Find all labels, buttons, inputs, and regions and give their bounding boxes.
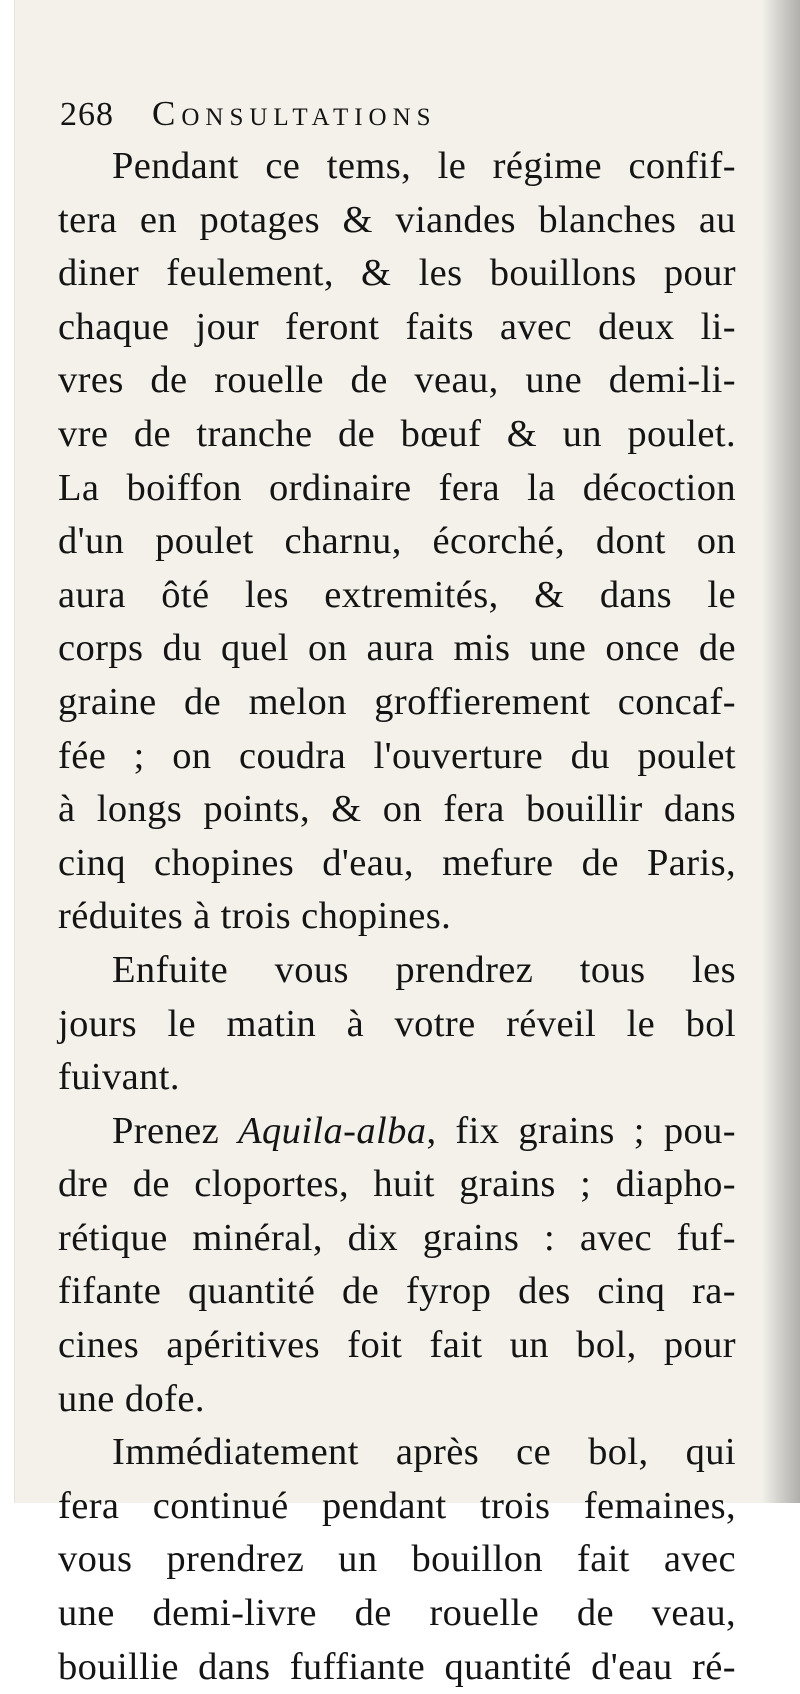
book-page [58,94,736,1694]
text-line: diner feulement, & les bouillons pour [58,252,736,295]
text-line: chaque jour feront faits avec deux li- [58,305,736,348]
running-header [60,94,736,140]
text-line [58,1105,736,1159]
page-number: 268 [60,96,114,133]
text-line: bouillie dans fuffiante quantité d'eau ré- [58,1645,736,1688]
text-line: Immédiatement après ce bol, qui [112,1431,736,1474]
text-line: d'un poulet charnu, écorché, dont on [58,520,736,563]
text-line: dre de cloportes, huit grains ; diapho- [58,1163,736,1206]
text-line: Pendant ce tems, le régime confif- [112,145,736,187]
text-line: réduites à trois chopines. [58,895,452,938]
text-line: une demi-livre de rouelle de veau, [58,1592,736,1635]
text-line: vre de tranche de bœuf & un poulet. [58,412,736,455]
text-run: Prenez [112,1109,239,1152]
text-line: Enfuite vous prendrez tous les [112,948,736,991]
text-line: fée ; on coudra l'ouverture du poulet [58,734,736,777]
text-line: cines apéritives foit fait un bol, pour [58,1324,736,1367]
text-line: cinq chopines d'eau, mefure de Paris, [58,841,736,884]
text-line: fera continué pendant trois femaines, [58,1484,736,1527]
text-line: fuivant. [58,1056,180,1099]
text-line: corps du quel on aura mis une once de [58,627,736,670]
text-line: La boiffon ordinaire fera la décoction [58,466,736,509]
running-title: Consultations [152,94,437,133]
text-line: aura ôté les extremités, & dans le [58,573,736,616]
body-text [58,140,736,1694]
text-line: à longs points, & on fera bouillir dans [58,788,736,831]
text-line: jours le matin à votre réveil le bol [58,1002,736,1045]
text-line: graine de melon groffierement concaf- [58,680,736,723]
text-line: rétique minéral, dix grains : avec fuf- [58,1216,736,1259]
page-left-margin [0,0,15,1503]
text-line: vres de rouelle de veau, une demi-li- [58,359,736,402]
gutter-shadow [762,0,800,1503]
text-line: une dofe. [58,1377,205,1420]
text-line: vous prendrez un bouillon fait avec [58,1538,736,1581]
text-line: tera en potages & viandes blanches au [58,198,736,241]
text-line: fifante quantité de fyrop des cinq ra- [58,1270,736,1313]
text-run: , fix grains ; pou- [426,1109,736,1152]
italic-term: Aquila-alba [238,1109,427,1152]
